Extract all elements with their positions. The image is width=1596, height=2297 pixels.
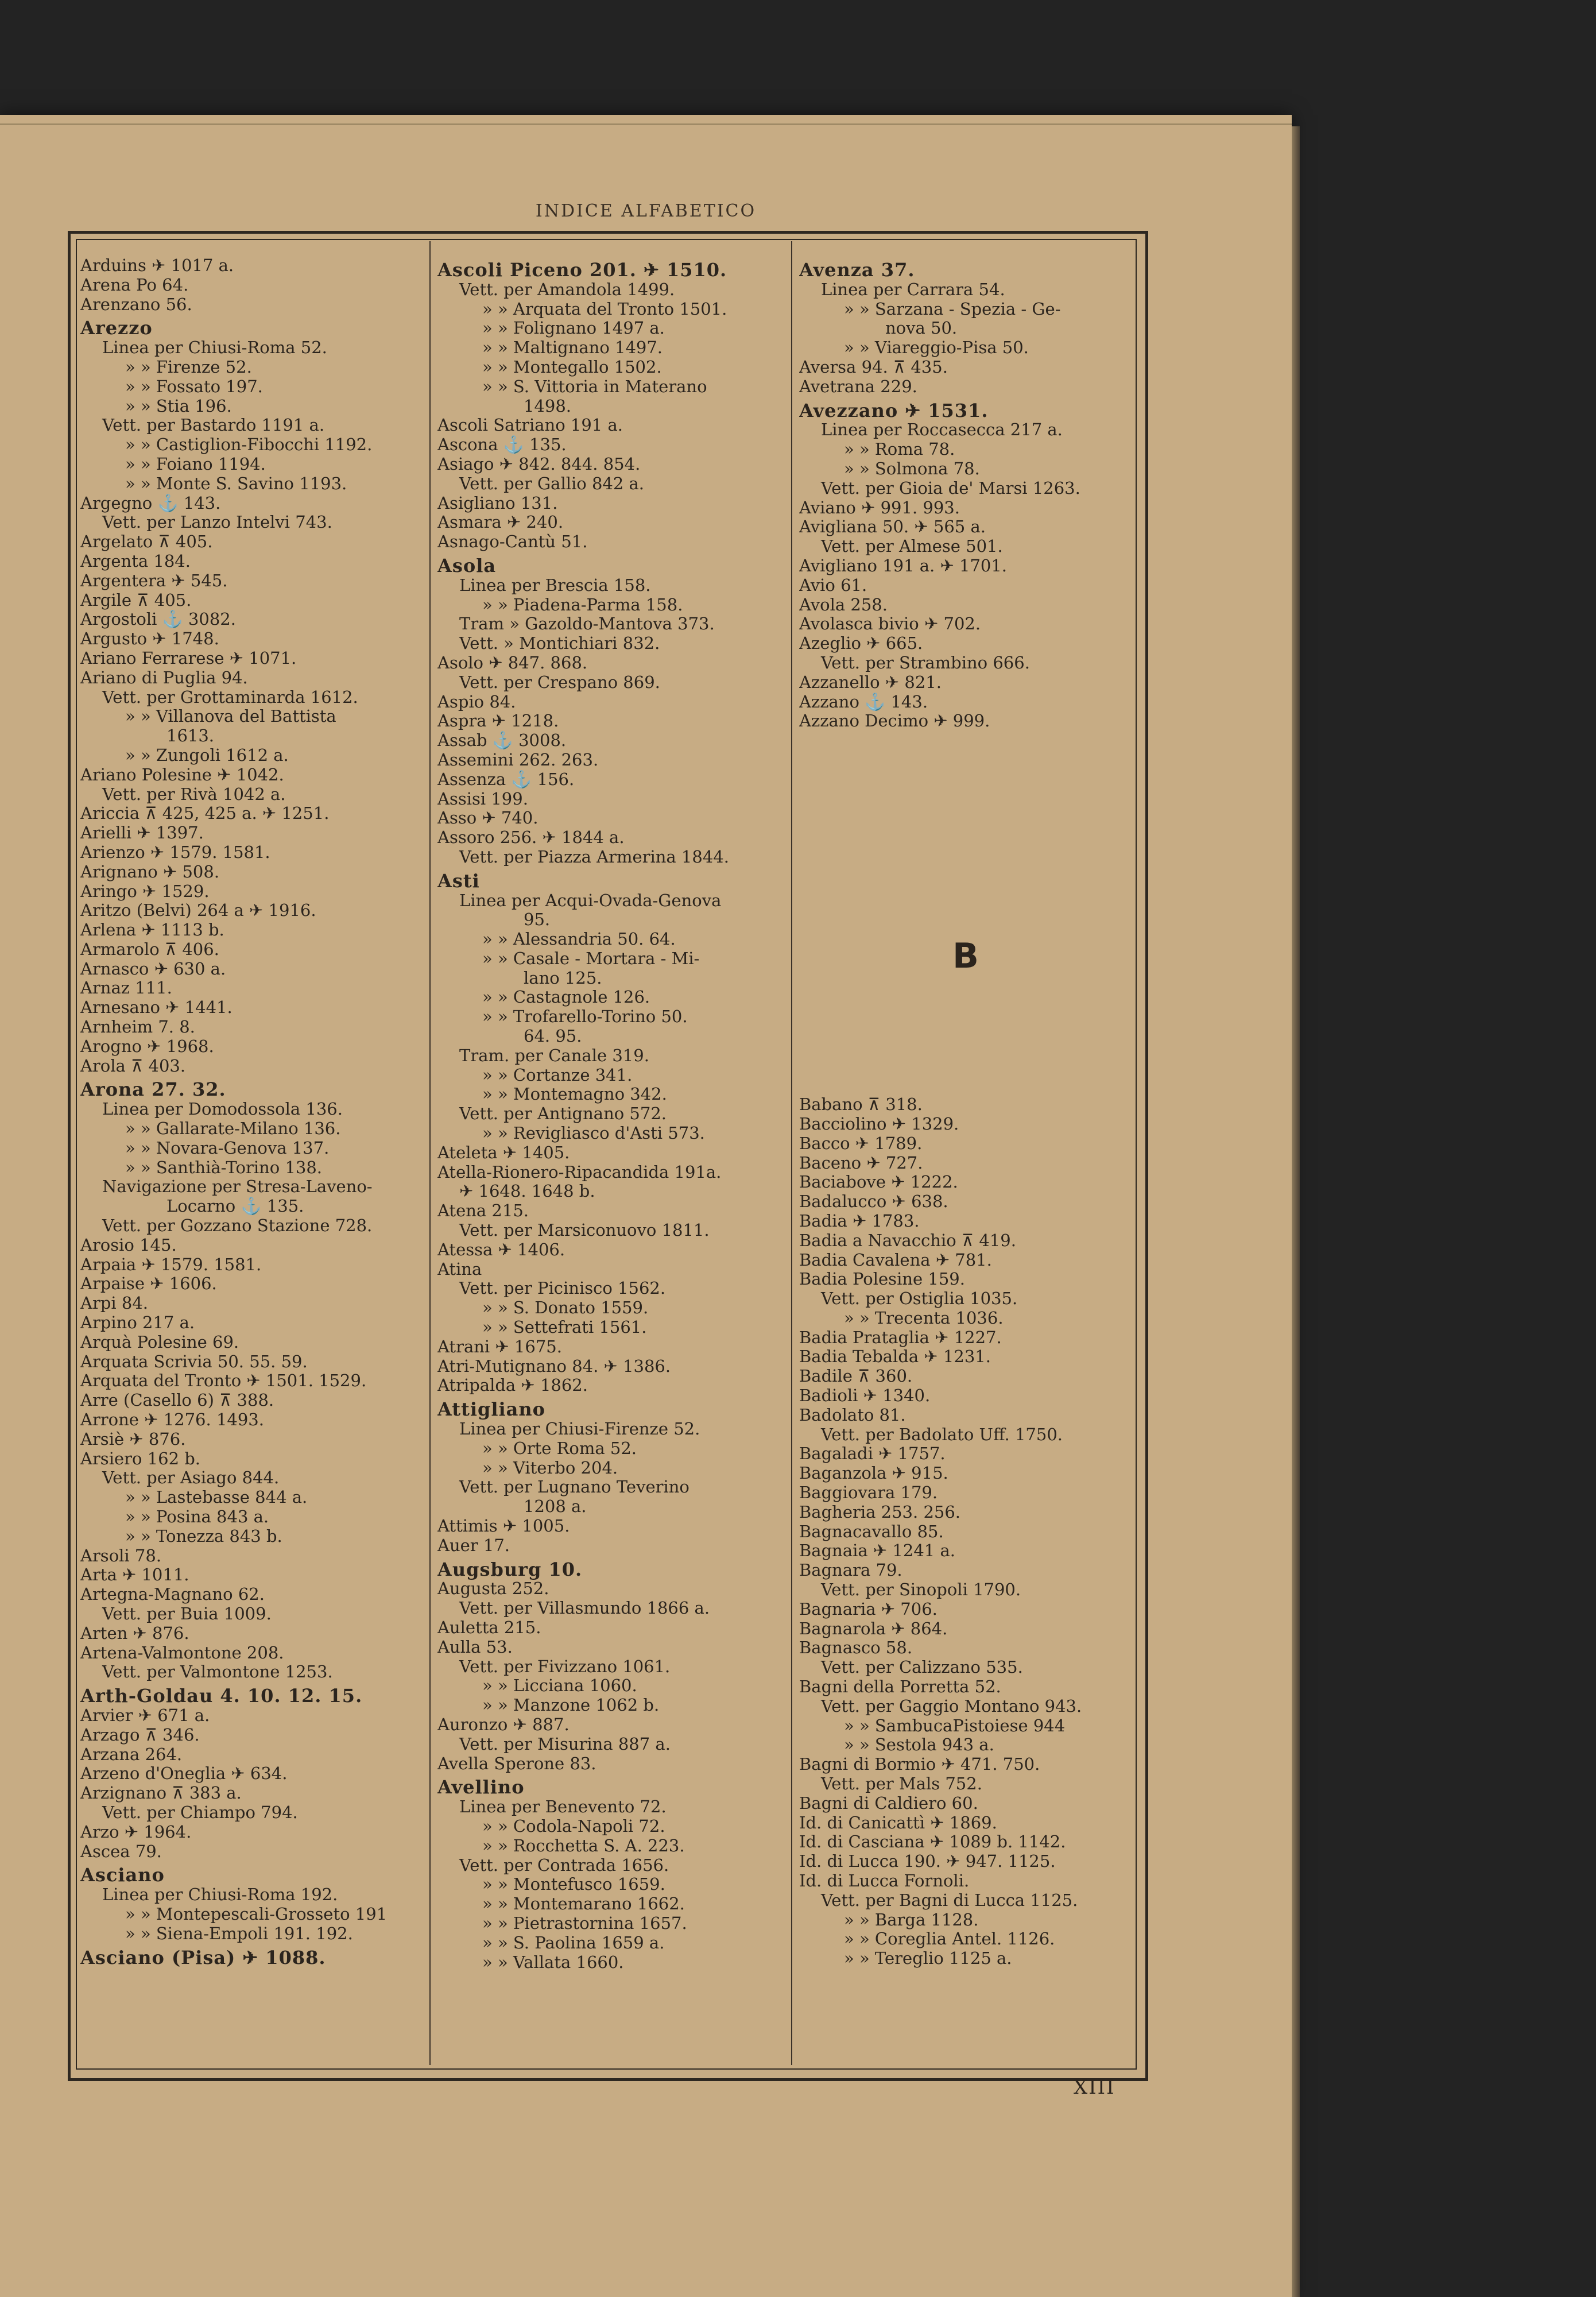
index-entry: Atella-Rionero-Ripacandida 191a. <box>437 1162 722 1182</box>
index-entry: Arzo ✈ 1964. <box>80 1822 192 1842</box>
index-entry: » » Montefusco 1659. <box>482 1874 665 1894</box>
index-entry: Badia Prataglia ✈ 1227. <box>799 1327 1002 1347</box>
column-divider <box>791 241 792 2065</box>
index-entry: » » Revigliasco d'Asti 573. <box>482 1123 705 1143</box>
index-entry: Assoro 256. ✈ 1844 a. <box>437 827 625 848</box>
index-entry: Artena-Valmontone 208. <box>80 1642 284 1662</box>
index-heading: Arezzo <box>80 317 153 339</box>
index-entry: Linea per Domodossola 136. <box>102 1099 343 1119</box>
running-title: INDICE ALFABETICO <box>535 201 757 221</box>
index-entry: Ariano Ferrarese ✈ 1071. <box>80 648 297 668</box>
index-entry: Assab ⚓ 3008. <box>437 730 567 751</box>
index-entry: Vett. per Gioia de' Marsi 1263. <box>821 478 1080 498</box>
index-entry: Vett. per Mals 752. <box>821 1774 982 1794</box>
index-column-2 <box>437 256 782 2065</box>
index-entry: Arnesano ✈ 1441. <box>80 997 233 1018</box>
index-entry: Augusta 252. <box>437 1579 549 1599</box>
index-entry: » » Manzone 1062 b. <box>482 1695 660 1715</box>
index-entry: Bagheria 253. 256. <box>799 1502 961 1522</box>
index-entry: Linea per Carrara 54. <box>821 279 1005 299</box>
index-entry: Ariano Polesine ✈ 1042. <box>80 764 284 784</box>
index-entry: Auer 17. <box>437 1535 510 1555</box>
page-fore-edge <box>1292 126 1300 2297</box>
index-entry: Tram » Gazoldo-Mantova 373. <box>459 614 715 634</box>
index-entry: Atessa ✈ 1406. <box>437 1239 565 1259</box>
index-entry: » » Licciana 1060. <box>482 1676 637 1696</box>
index-entry: Asnago-Cantù 51. <box>437 532 588 552</box>
index-entry: 1613. <box>166 726 215 746</box>
index-entry: Attimis ✈ 1005. <box>437 1516 570 1536</box>
index-entry: » » Codola-Napoli 72. <box>482 1816 665 1836</box>
index-entry: » » Foiano 1194. <box>125 454 266 474</box>
index-entry: Bagni di Caldiero 60. <box>799 1793 978 1813</box>
index-entry: Asiago ✈ 842. 844. 854. <box>437 454 641 474</box>
index-entry: Id. di Lucca Fornoli. <box>799 1871 970 1890</box>
index-entry: lano 125. <box>524 968 602 988</box>
index-entry: Bagnaia ✈ 1241 a. <box>799 1541 955 1561</box>
index-entry: Aversa 94. ⊼ 435. <box>799 357 948 377</box>
index-entry: Arsiero 162 b. <box>80 1448 201 1468</box>
index-entry: » » Montemagno 342. <box>482 1084 667 1104</box>
index-entry: Arena Po 64. <box>80 274 189 295</box>
index-entry: Arienzo ✈ 1579. 1581. <box>80 842 270 862</box>
index-entry: » » Solmona 78. <box>844 458 980 478</box>
index-entry: Vett. per Bastardo 1191 a. <box>102 415 325 435</box>
index-entry: Vett. per Bagni di Lucca 1125. <box>821 1890 1078 1910</box>
index-entry: » » Fossato 197. <box>125 376 263 396</box>
index-entry: Badalucco ✈ 638. <box>799 1192 948 1212</box>
index-entry: » » Tonezza 843 b. <box>125 1526 282 1546</box>
index-entry: Bagni di Bormio ✈ 471. 750. <box>799 1754 1040 1774</box>
index-entry: » » Vallata 1660. <box>482 1952 624 1972</box>
index-entry: Bagnaria ✈ 706. <box>799 1599 938 1619</box>
index-entry: Navigazione per Stresa-Laveno- <box>102 1177 373 1197</box>
index-entry: Baganzola ✈ 915. <box>799 1463 948 1483</box>
index-entry: » » Posina 843 a. <box>125 1507 269 1526</box>
index-entry: Argenta 184. <box>80 551 191 571</box>
index-entry: Id. di Lucca 190. ✈ 947. 1125. <box>799 1851 1056 1871</box>
index-entry: Linea per Chiusi-Roma 52. <box>102 338 327 358</box>
index-entry: Badia ✈ 1783. <box>799 1211 920 1231</box>
index-entry: Badia a Navacchio ⊼ 419. <box>799 1230 1016 1250</box>
index-entry: Arta ✈ 1011. <box>80 1565 189 1585</box>
index-entry: Aringo ✈ 1529. <box>80 881 210 901</box>
index-entry: Vett. per Almese 501. <box>821 536 1003 556</box>
index-entry: Arduins ✈ 1017 a. <box>80 256 234 275</box>
index-entry: Badolato 81. <box>799 1405 906 1425</box>
index-entry: 1498. <box>524 396 572 416</box>
index-entry: Avella Sperone 83. <box>437 1753 596 1773</box>
index-entry: » » Coreglia Antel. 1126. <box>844 1929 1055 1949</box>
index-entry: Bacciolino ✈ 1329. <box>799 1113 959 1134</box>
index-entry: Asso ✈ 740. <box>437 808 539 828</box>
index-entry: Vett. per Rivà 1042 a. <box>102 784 286 804</box>
index-entry: Vett. per Lanzo Intelvi 743. <box>102 512 332 532</box>
index-entry: Atina <box>437 1259 482 1279</box>
index-entry: Vett. per Gozzano Stazione 728. <box>102 1216 373 1236</box>
index-entry: Arquata Scrivia 50. 55. 59. <box>80 1351 308 1371</box>
index-entry: Vett. per Antignano 572. <box>459 1104 667 1124</box>
index-heading: Asciano <box>80 1864 165 1886</box>
index-entry: Arsoli 78. <box>80 1545 162 1565</box>
index-entry: » » Novara-Genova 137. <box>125 1138 330 1158</box>
index-heading: Arth-Goldau 4. 10. 12. 15. <box>80 1685 363 1707</box>
index-heading: Attigliano <box>437 1398 546 1421</box>
index-entry: Locarno ⚓ 135. <box>166 1196 304 1216</box>
index-entry: Arquà Polesine 69. <box>80 1332 239 1352</box>
index-heading: Asola <box>437 554 497 577</box>
index-entry: Babano ⊼ 318. <box>799 1095 923 1115</box>
index-entry: Arogno ✈ 1968. <box>80 1036 214 1056</box>
index-entry: Vett. per Badolato Uff. 1750. <box>821 1424 1063 1444</box>
index-entry: Badia Cavalena ✈ 781. <box>799 1250 992 1270</box>
index-entry: Bagnarola ✈ 864. <box>799 1618 948 1638</box>
index-entry: Arzana 264. <box>80 1744 183 1764</box>
index-entry: Badia Polesine 159. <box>799 1269 965 1289</box>
index-entry: » » Pietrastornina 1657. <box>482 1913 687 1933</box>
index-entry: Vett. per Piazza Armerina 1844. <box>459 846 729 867</box>
index-entry: Arpaise ✈ 1606. <box>80 1274 217 1294</box>
index-entry: 1208 a. <box>524 1496 587 1517</box>
index-entry: Linea per Acqui-Ovada-Genova <box>459 890 722 910</box>
index-entry: Asolo ✈ 847. 868. <box>437 652 588 672</box>
index-entry: Argusto ✈ 1748. <box>80 629 219 649</box>
index-entry: Argentera ✈ 545. <box>80 570 228 590</box>
index-entry: » » Roma 78. <box>844 439 955 459</box>
index-entry: » » Sarzana - Spezia - Ge- <box>844 299 1061 319</box>
index-entry: Arzignano ⊼ 383 a. <box>80 1783 242 1803</box>
index-entry: Id. di Canicattì ✈ 1869. <box>799 1812 997 1832</box>
index-entry: Baceno ✈ 727. <box>799 1153 923 1173</box>
index-column-1 <box>80 256 413 2065</box>
index-entry: Bagni della Porretta 52. <box>799 1677 1001 1697</box>
index-entry: Azzano ⚓ 143. <box>799 691 928 711</box>
index-entry: Arielli ✈ 1397. <box>80 823 204 843</box>
index-entry: Vett. per Chiampo 794. <box>102 1802 298 1822</box>
index-entry: Vett. per Crespano 869. <box>459 672 660 692</box>
index-entry: Arquata del Tronto ✈ 1501. 1529. <box>80 1371 367 1391</box>
index-entry: Ateleta ✈ 1405. <box>437 1142 570 1162</box>
index-entry: » » Viareggio-Pisa 50. <box>844 338 1029 358</box>
index-entry: Id. di Casciana ✈ 1089 b. 1142. <box>799 1832 1066 1852</box>
index-entry: Avigliano 191 a. ✈ 1701. <box>799 555 1008 575</box>
index-entry: » » Viterbo 204. <box>482 1457 618 1478</box>
index-entry: Armarolo ⊼ 406. <box>80 939 219 959</box>
index-entry: Arzeno d'Oneglia ✈ 634. <box>80 1764 288 1784</box>
index-entry: Argelato ⊼ 405. <box>80 532 213 552</box>
index-entry: Bagnasco 58. <box>799 1638 913 1658</box>
index-entry: Aspra ✈ 1218. <box>437 711 559 731</box>
column-divider <box>429 241 431 2065</box>
index-entry: » » Sestola 943 a. <box>844 1735 994 1755</box>
index-entry: nova 50. <box>885 318 958 338</box>
index-column-3 <box>799 256 1132 2065</box>
index-entry: Vett. » Montichiari 832. <box>459 633 660 653</box>
index-entry: Vett. per Lugnano Teverino <box>459 1477 689 1497</box>
index-entry: 64. 95. <box>524 1026 582 1046</box>
index-entry: Vett. per Misurina 887 a. <box>459 1734 671 1754</box>
index-entry: Avolasca bivio ✈ 702. <box>799 614 981 634</box>
index-entry: » » Trecenta 1036. <box>844 1308 1004 1328</box>
index-entry: Bagnara 79. <box>799 1560 902 1580</box>
index-entry: » » Castiglion-Fibocchi 1192. <box>125 435 373 455</box>
index-entry: Auletta 215. <box>437 1617 541 1637</box>
index-entry: Tram. per Canale 319. <box>459 1045 649 1065</box>
index-entry: Arignano ✈ 508. <box>80 861 220 881</box>
index-entry: Bacco ✈ 1789. <box>799 1133 923 1153</box>
index-entry: Assemini 262. 263. <box>437 749 599 769</box>
index-heading: Ascoli Piceno 201. ✈ 1510. <box>437 259 727 281</box>
index-entry: Arrone ✈ 1276. 1493. <box>80 1410 264 1430</box>
index-entry: Badioli ✈ 1340. <box>799 1386 931 1406</box>
index-entry: » » Castagnole 126. <box>482 987 650 1007</box>
index-entry: Ariano di Puglia 94. <box>80 667 248 687</box>
index-entry: Arre (Casello 6) ⊼ 388. <box>80 1390 274 1410</box>
index-entry: Ascona ⚓ 135. <box>437 435 567 455</box>
index-entry: Vett. per Marsiconuovo 1811. <box>459 1220 710 1240</box>
index-entry: Avigliana 50. ✈ 565 a. <box>799 517 986 537</box>
index-entry: Arsiè ✈ 876. <box>80 1429 186 1449</box>
index-entry: Vett. per Gaggio Montano 943. <box>821 1696 1082 1716</box>
index-entry: Arosio 145. <box>80 1235 177 1255</box>
index-entry: » » Orte Roma 52. <box>482 1438 637 1458</box>
index-entry: Arpino 217 a. <box>80 1313 195 1333</box>
index-entry: Azzano Decimo ✈ 999. <box>799 711 990 731</box>
index-entry: » » Trofarello-Torino 50. <box>482 1007 688 1027</box>
index-entry: » » Cortanze 341. <box>482 1065 633 1085</box>
index-entry: » » Stia 196. <box>125 396 232 416</box>
index-entry: » » Siena-Empoli 191. 192. <box>125 1923 353 1943</box>
index-entry: » » Tereglio 1125 a. <box>844 1948 1012 1969</box>
index-entry: Avio 61. <box>799 575 867 595</box>
index-entry: Bagnacavallo 85. <box>799 1521 944 1541</box>
index-entry: » » SambucaPistoiese 944 <box>844 1715 1066 1735</box>
index-entry: Atri-Mutignano 84. ✈ 1386. <box>437 1356 671 1376</box>
index-heading: Avellino <box>437 1776 525 1799</box>
section-letter: B <box>952 936 979 977</box>
index-entry: Avetrana 229. <box>799 376 917 396</box>
index-entry: » » Arquata del Tronto 1501. <box>482 299 727 319</box>
index-entry: Bagaladi ✈ 1757. <box>799 1444 946 1464</box>
index-entry: » » S. Vittoria in Materano <box>482 376 707 396</box>
index-entry: » » S. Paolina 1659 a. <box>482 1932 665 1952</box>
index-entry: Arvier ✈ 671 a. <box>80 1705 210 1725</box>
index-entry: Aspio 84. <box>437 691 516 711</box>
index-entry: » » Monte S. Savino 1193. <box>125 473 347 493</box>
index-entry: » » Gallarate-Milano 136. <box>125 1119 341 1139</box>
index-entry: Argegno ⚓ 143. <box>80 493 221 513</box>
index-entry: Aviano ✈ 991. 993. <box>799 497 960 517</box>
index-entry: » » Montemarano 1662. <box>482 1894 685 1914</box>
index-entry: Arenzano 56. <box>80 294 192 314</box>
index-heading: Augsburg 10. <box>437 1558 583 1580</box>
index-entry: » » Montegallo 1502. <box>482 357 662 377</box>
index-entry: Arpi 84. <box>80 1293 148 1313</box>
index-entry: Arola ⊼ 403. <box>80 1055 186 1076</box>
index-entry: Aritzo (Belvi) 264 a ✈ 1916. <box>80 900 316 921</box>
index-heading: Avezzano ✈ 1531. <box>799 399 989 421</box>
index-entry: Asmara ✈ 240. <box>437 512 564 532</box>
index-entry: Artegna-Magnano 62. <box>80 1584 265 1604</box>
index-entry: » » Folignano 1497 a. <box>482 318 665 338</box>
index-entry: Atena 215. <box>437 1201 529 1221</box>
index-entry: Arpaia ✈ 1579. 1581. <box>80 1254 262 1274</box>
index-entry: Auronzo ✈ 887. <box>437 1714 570 1734</box>
index-entry: Asigliano 131. <box>437 493 558 513</box>
index-entry: Linea per Benevento 72. <box>459 1797 667 1817</box>
index-entry: Azeglio ✈ 665. <box>799 633 923 653</box>
index-heading: Asti <box>437 869 480 892</box>
index-entry: Baggiovara 179. <box>799 1483 938 1503</box>
index-entry: Arnaz 111. <box>80 978 172 998</box>
index-entry: » » Maltignano 1497. <box>482 338 663 358</box>
index-entry: Atripalda ✈ 1862. <box>437 1375 588 1395</box>
index-entry: » » S. Donato 1559. <box>482 1298 649 1318</box>
index-entry: Arten ✈ 876. <box>80 1623 189 1643</box>
index-heading: Arona 27. 32. <box>80 1078 226 1101</box>
index-entry: 95. <box>524 910 551 930</box>
index-entry: » » Barga 1128. <box>844 1909 979 1929</box>
index-entry: Vett. per Calizzano 535. <box>821 1657 1023 1677</box>
index-entry: Argostoli ⚓ 3082. <box>80 609 236 629</box>
index-entry: Badile ⊼ 360. <box>799 1366 913 1386</box>
index-entry: Aulla 53. <box>437 1637 513 1657</box>
index-entry: Ariccia ⊼ 425, 425 a. ✈ 1251. <box>80 803 330 823</box>
index-entry: Assisi 199. <box>437 788 528 809</box>
index-entry: Vett. per Grottaminarda 1612. <box>102 687 358 707</box>
index-entry: » » Zungoli 1612 a. <box>125 745 289 765</box>
index-entry: » » Firenze 52. <box>125 357 252 377</box>
index-entry: » » Alessandria 50. 64. <box>482 929 676 949</box>
index-entry: Vett. per Sinopoli 1790. <box>821 1580 1021 1600</box>
index-entry: Vett. per Gallio 842 a. <box>459 473 645 493</box>
index-entry: Atrani ✈ 1675. <box>437 1336 562 1356</box>
index-heading: Avenza 37. <box>799 259 915 281</box>
index-entry: Linea per Chiusi-Firenze 52. <box>459 1419 700 1439</box>
index-entry: Vett. per Picinisco 1562. <box>459 1278 666 1298</box>
index-entry: Vett. per Villasmundo 1866 a. <box>459 1598 710 1618</box>
index-entry: Vett. per Strambino 666. <box>821 652 1030 672</box>
index-heading: Asciano (Pisa) ✈ 1088. <box>80 1946 326 1969</box>
index-entry: Azzanello ✈ 821. <box>799 672 942 692</box>
index-entry: Vett. per Fivizzano 1061. <box>459 1656 671 1676</box>
index-entry: Arnasco ✈ 630 a. <box>80 958 226 979</box>
index-entry: Ascoli Satriano 191 a. <box>437 415 623 435</box>
index-entry: » » Rocchetta S. A. 223. <box>482 1835 685 1855</box>
index-entry: » » Lastebasse 844 a. <box>125 1487 308 1507</box>
index-entry: Assenza ⚓ 156. <box>437 769 575 789</box>
index-entry: Vett. per Valmontone 1253. <box>102 1662 333 1682</box>
index-entry: » » Villanova del Battista <box>125 706 336 726</box>
index-entry: » » Casale - Mortara - Mi- <box>482 948 700 968</box>
index-entry: » » Santhià-Torino 138. <box>125 1157 323 1177</box>
index-entry: Vett. per Buia 1009. <box>102 1603 272 1623</box>
index-entry: Arnheim 7. 8. <box>80 1017 195 1037</box>
index-entry: » » Montepescali-Grosseto 191 <box>125 1904 388 1924</box>
index-entry: Ascea 79. <box>80 1841 162 1861</box>
index-entry: ✈ 1648. 1648 b. <box>459 1181 595 1201</box>
index-entry: Vett. per Ostiglia 1035. <box>821 1289 1018 1309</box>
index-entry: Argile ⊼ 405. <box>80 590 192 610</box>
index-entry: Badia Tebalda ✈ 1231. <box>799 1347 991 1367</box>
index-entry: Baciabove ✈ 1222. <box>799 1172 958 1192</box>
page-top-edge <box>0 118 1292 125</box>
page-number: XIII <box>1074 2076 1115 2099</box>
index-entry: Arzago ⊼ 346. <box>80 1724 200 1745</box>
index-entry: Linea per Roccasecca 217 a. <box>821 420 1063 440</box>
index-entry: Vett. per Amandola 1499. <box>459 279 675 299</box>
index-entry: Linea per Brescia 158. <box>459 575 651 595</box>
index-entry: Vett. per Asiago 844. <box>102 1468 280 1488</box>
index-entry: Avola 258. <box>799 594 888 614</box>
index-entry: » » Piadena-Parma 158. <box>482 594 683 614</box>
index-entry: Linea per Chiusi-Roma 192. <box>102 1885 338 1905</box>
index-entry: Arlena ✈ 1113 b. <box>80 920 224 940</box>
index-entry: Vett. per Contrada 1656. <box>459 1855 669 1875</box>
index-entry: » » Settefrati 1561. <box>482 1317 647 1337</box>
